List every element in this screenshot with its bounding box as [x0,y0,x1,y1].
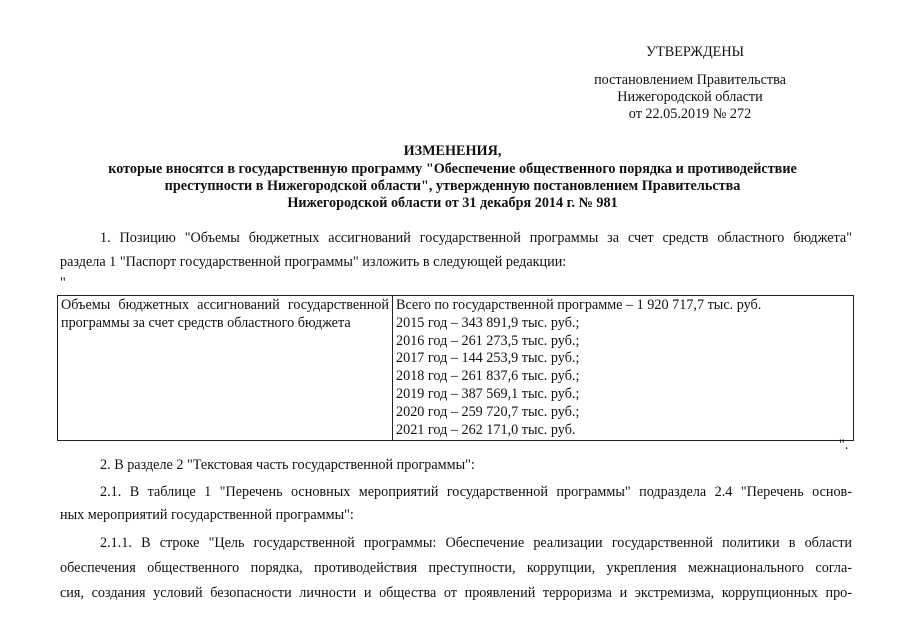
title-line-2: преступности в Нижегородской области", утвержденную постановлением Правительства [164,178,741,194]
item-2-1-1-line-3: сия, создания условий безопасности личности и общества от проявлений терроризма и экстремизма, коррупционных про- [60,585,852,601]
opening-quote: " [60,275,66,291]
budget-year-2021: 2021 год – 262 171,0 тыс. руб. [396,421,576,438]
budget-year-2015: 2015 год – 343 891,9 тыс. руб.; [396,314,580,331]
item-2-1-line-1: 2.1. В таблице 1 "Перечень основных мероприятий государственной программы" подраздела 2.4 "Перечень основ- [100,484,852,500]
budget-year-2016: 2016 год – 261 273,5 тыс. руб.; [396,332,580,349]
budget-table [57,295,854,441]
approval-line-2: Нижегородской области [617,89,763,105]
closing-quote: ". [839,437,849,453]
document-title: ИЗМЕНЕНИЯ, [403,143,502,159]
budget-total: Всего по государственной программе – 1 920 717,7 тыс. руб. [396,297,762,313]
table-row [58,296,854,441]
approved-heading: УТВЕРЖДЕНЫ [646,44,744,60]
approval-line-3: от 22.05.2019 № 272 [628,106,752,122]
budget-year-2019: 2019 год – 387 569,1 тыс. руб.; [396,385,580,402]
item-1-line-1: 1. Позицию "Объемы бюджетных ассигнований государственной программы за счет средств областного бюджета" [100,230,852,246]
budget-values-cell [393,296,854,441]
item-2-1-1-line-2: обеспечения общественного порядка, противодействия преступности, коррупции, укрепления межнационального согла- [60,560,852,576]
budget-year-2020: 2020 год – 259 720,7 тыс. руб.; [396,403,580,420]
budget-year-2017: 2017 год – 144 253,9 тыс. руб.; [396,350,580,367]
title-line-3: Нижегородской области от 31 декабря 2014 г. № 981 [287,195,618,211]
approval-line-1: постановлением Правительства [594,72,786,88]
item-2: 2. В разделе 2 "Текстовая часть государственной программы": [100,457,475,473]
item-1-line-2: раздела 1 "Паспорт государственной программы" изложить в следующей редакции: [60,254,567,270]
item-2-1-1-line-1: 2.1.1. В строке "Цель государственной программы: Обеспечение реализации государственной политики в области [100,535,852,551]
title-line-1: которые вносятся в государственную программу "Обеспечение общественного порядка и противодействие [108,161,797,177]
budget-year-2018: 2018 год – 261 837,6 тыс. руб.; [396,368,580,385]
item-2-1-line-2: ных мероприятий государственной программы": [60,507,354,523]
budget-label-cell: Объемы бюджетных ассигнований государственной программы за счет средств областного бюджета [58,296,393,441]
